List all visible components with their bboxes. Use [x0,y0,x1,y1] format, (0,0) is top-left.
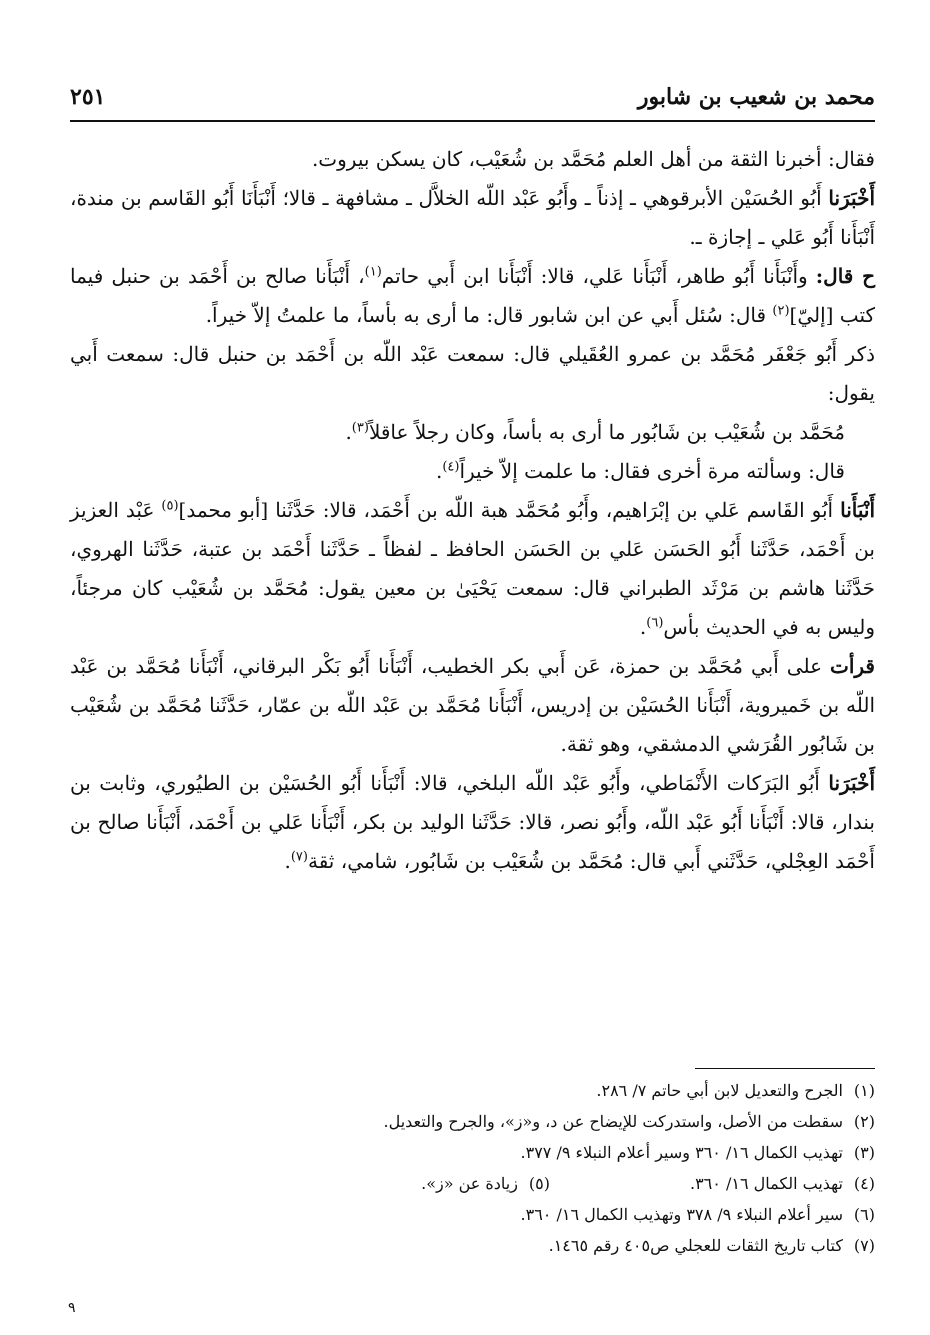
paragraph-3: ح قال: وأَنْبَأَنا أَبُو طاهر، أَنْبَأَنا عَلي، قالا: أَنْبَأَنا ابن أَبي حاتم$^{(١)}$، أَنْبَأَنا صالح بن أَحْمَد بن حنبل فيما كتب [إليّ]$^{(٢)}$ قال: سُئل أَبي عن ابن شابور قال: ما أرى به بأساً، ما علمتُ إلاّ خيراً. [70,264,875,327]
footnote-5: (٥)زيادة عن «ز». [421,1174,550,1193]
paragraph-5: أَنْبَأَنا أَبُو القَاسم عَلي بن إبْرَاهيم، وأَبُو مُحَمَّد هبة اللّه بن أَحْمَد، قالا: حَدَّثَنا [أبو محمد]$^{(٥)}$ عَبْد العزيز بن أَحْمَد، حَدَّثَنا أَبُو الحَسَن عَلي بن الحَسَن الحافظ ـ لفظاً ـ حَدَّثَنا أَحْمَد بن عتبة، حَدَّثَنا الهروي، حَدَّثَنا هاشم بن مَرْثَد الطبراني قال: سمعت يَحْيَىٰ بن معين يقول: مُحَمَّد بن شُعَيْب كان مرجئاً، وليس به في الحديث بأس$^{(٦)}$. [70,498,876,639]
footnote-7: (٧)كتاب تاريخ الثقات للعجلي ص٤٠٥ رقم ١٤٦٥. [548,1236,875,1255]
footnote-ref[interactable]: (٦) [646,615,664,631]
paragraph-6: قرأت على أَبي مُحَمَّد بن حمزة، عَن أَبي بكر الخطيب، أَنْبَأَنا أَبُو بَكْر البرقاني، أَنْبَأَنا مُحَمَّد بن عَبْد اللّه بن خَميروية، أَنْبَأَنا الحُسَيْن بن إدريس، أَنْبَأَنا مُحَمَّد بن عَبْد اللّه بن عمّار، حَدَّثَنا مُحَمَّد بن شُعَيْب بن شَابُور القُرَشي الدمشقي، وهو ثقة. [70,654,875,756]
footnote-1: (١)الجرح والتعديل لابن أبي حاتم ٧/ ٢٨٦. [596,1081,875,1100]
footnote-ref[interactable]: (٣) [351,420,369,436]
footnote-ref[interactable]: (٥) [161,498,179,514]
footnotes [70,1075,875,1261]
page-number: ٢٥١ [70,84,106,110]
quote-2: قال: وسألته مرة أخرى فقال: ما علمت إلاّ خيراً$^{(٤)}$. [435,459,845,483]
footnote-4: (٤)تهذيب الكمال ١٦/ ٣٦٠.(٥)زيادة عن «ز». [421,1174,875,1193]
page-header [70,80,875,122]
footnote-ref[interactable]: (٤) [442,459,460,475]
paragraph-2: أَخْبَرَنا أَبُو الحُسَيْن الأبرقوهي ـ إذناً ـ وأَبُو عَبْد اللّه الخلاَّل ـ مشافهة ـ قالا؛ أَنْبَأَنَا أَبُو القَاسم بن مندة، أَنْبَأَنا أَبُو عَلي ـ إجازة ـ. [70,186,876,249]
paragraph-4: ذكر أَبُو جَعْفَر مُحَمَّد بن عمرو العُقَيلي قال: سمعت عَبْد اللّه بن أَحْمَد بن حنبل قال: سمعت أَبي يقول: [70,342,875,405]
paragraph-7: أَخْبَرَنا أَبُو البَرَكات الأَنْمَاطي، وأَبُو عَبْد اللّه البلخي، قالا: أَنْبَأَنا أَبُو الحُسَيْن بن الطيُوري، وثابت بن بندار، قالا: أَنْبَأَنا أَبُو عَبْد اللّه، وأَبُو نصر، قالا: حَدَّثَنا الوليد بن بكر، أَنْبَأَنا عَلي بن أَحْمَد، أَنْبَأَنا صالح بن أَحْمَد العِجْلي، حَدَّثَني أَبي قال: مُحَمَّد بن شُعَيْب بن شَابُور، شامي، ثقة$^{(٧)}$. [70,771,876,873]
footnote-3: (٣)تهذيب الكمال ١٦/ ٣٦٠ وسير أعلام النبلاء ٩/ ٣٧٧. [520,1143,875,1162]
footnote-6: (٦)سير أعلام النبلاء ٩/ ٣٧٨ وتهذيب الكمال ١٦/ ٣٦٠. [520,1205,875,1224]
running-title: محمد بن شعيب بن شابور [637,84,875,110]
quote-1: مُحَمَّد بن شُعَيْب بن شَابُور ما أرى به بأساً، وكان رجلاً عاقلاً$^{(٣)}$. [345,420,845,444]
footnote-ref[interactable]: (٢) [772,303,790,319]
footnote-ref[interactable]: (٧) [290,849,308,865]
lead-word: أَنْبَأَنا [840,498,876,522]
footnote-ref[interactable]: (١) [364,264,382,280]
lead-word: قرأت [830,654,875,678]
main-text [70,140,875,881]
lead-word: ح قال: [815,264,875,288]
footnote-2: (٢)سقطت من الأصل، واستدركت للإيضاح عن د، و«ز»، والجرح والتعديل. [383,1112,875,1131]
paragraph-1: فقال: أخبرنا الثقة من أهل العلم مُحَمَّد بن شُعَيْب، كان يسكن بيروت. [311,147,875,171]
corner-mark: ٩ [68,1300,76,1316]
lead-word: أَخْبَرَنا [828,771,876,795]
footnote-separator [695,1068,875,1069]
lead-word: أَخْبَرَنا [828,186,876,210]
